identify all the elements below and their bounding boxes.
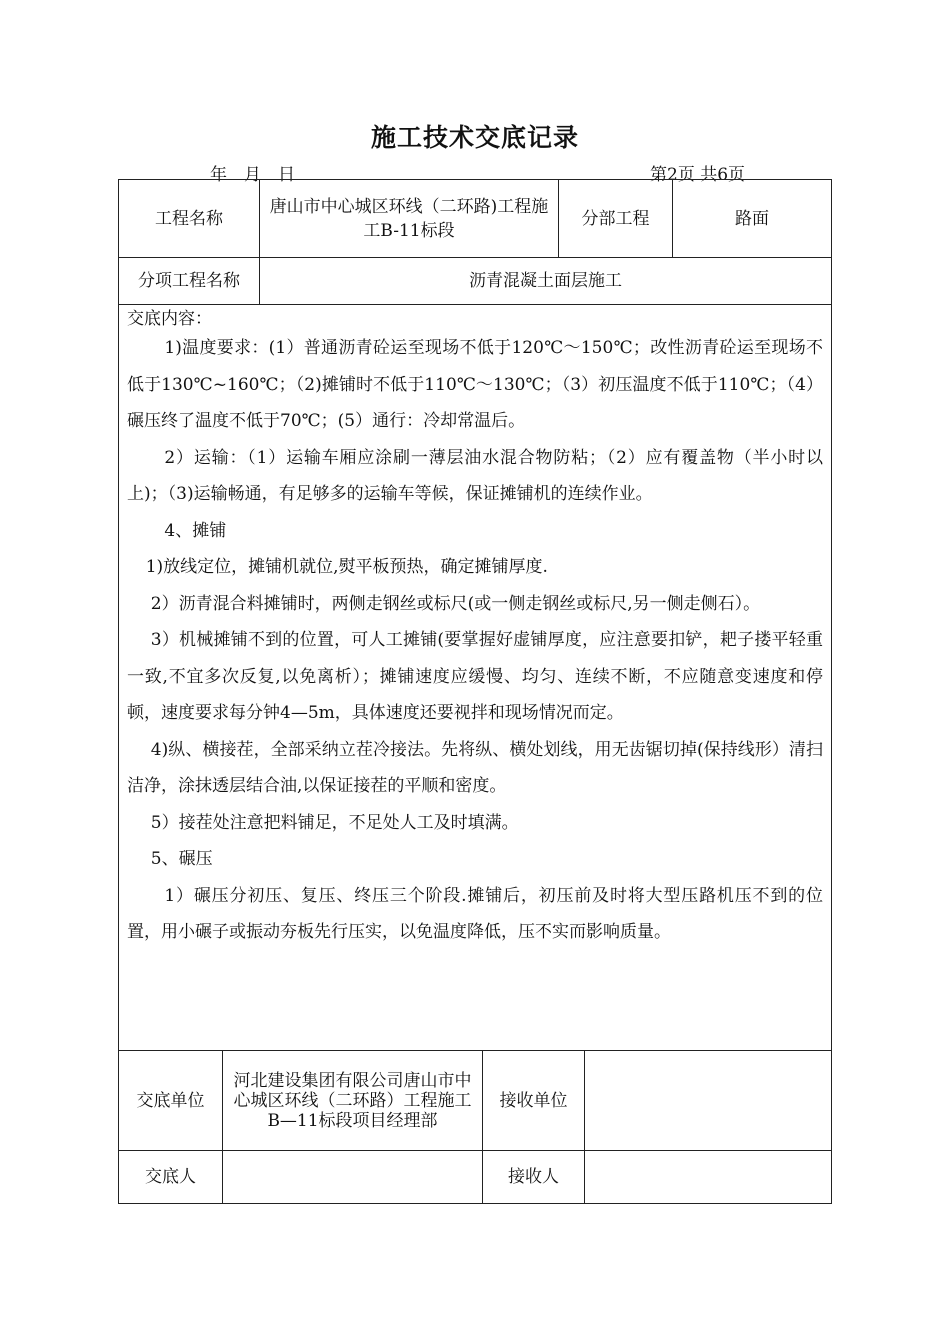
- subitem-value: 沥青混凝土面层施工: [259, 258, 831, 304]
- receiver-unit-value: [584, 1051, 831, 1150]
- content-paragraph: 4)纵、横接茬，全部采纳立茬冷接法。先将纵、横处划线，用无齿锯切掉(保持线形）清扫洁净，涂抹透层结合油,以保证接茬的平顺和密度。: [127, 739, 823, 796]
- receiver-person-value: [584, 1151, 831, 1203]
- content-body: [119, 305, 831, 1050]
- subitem-row: [118, 257, 832, 304]
- handover-unit-value: 河北建设集团有限公司唐山市中心城区环线（二环路）工程施工B—11标段项目经理部: [222, 1051, 482, 1150]
- division-label: 分部工程: [558, 180, 672, 257]
- content-paragraph: 5、碾压: [150, 849, 213, 869]
- person-row: [118, 1150, 832, 1204]
- receiver-person-label: 接收人: [482, 1151, 584, 1203]
- date-line: 年 月 日: [210, 165, 295, 185]
- content-paragraph: 2）运输：（1）运输车厢应涂刷一薄层油水混合物防粘；（2）应有覆盖物（半小时以上)；（3)运输畅通，有足够多的运输车等候，保证摊铺机的连续作业。: [127, 447, 823, 504]
- content-row: [118, 304, 832, 1050]
- content-paragraph: 3）机械摊铺不到的位置，可人工摊铺(要掌握好虚铺厚度，应注意要扣铲，耙子搂平轻重一致,不宜多次反复,以免离析）；摊铺速度应缓慢、均匀、连续不断，不应随意变速度和停顿，速度要求每分钟4—5m，具体速度还要视拌和现场情况而定。: [127, 630, 823, 723]
- division-value: 路面: [672, 180, 831, 257]
- content-paragraph: 4、摊铺: [164, 520, 227, 541]
- handover-person-label: 交底人: [145, 1167, 196, 1187]
- content-paragraph: 5）接茬处注意把料铺足，不足处人工及时填满。: [150, 812, 519, 833]
- document-title: 施工技术交底记录: [370, 123, 579, 152]
- project-label: 工程名称: [155, 208, 223, 229]
- content-paragraph: 1)温度要求：(1）普通沥青砼运至现场不低于120℃～150℃；改性沥青砼运至现场不低于130℃~160℃；（2)摊铺时不低于110℃～130℃；（3）初压温度不低于110℃；（4）碾压终了温度不低于70℃；(5）通行：冷却常温后。: [127, 338, 823, 431]
- subitem-label: 分项工程名称: [138, 271, 240, 291]
- project-value: 唐山市中心城区环线（二环路)工程施工B-11标段: [259, 180, 558, 257]
- content-label: 交底内容：: [127, 309, 212, 329]
- content-paragraph: 1)放线定位，摊铺机就位,熨平板预热，确定摊铺厚度.: [145, 557, 548, 577]
- handover-unit-label: 交底单位: [136, 1090, 205, 1111]
- project-row: [118, 179, 832, 257]
- content-paragraph: 2）沥青混合料摊铺时，两侧走钢丝或标尺(或一侧走钢丝或标尺,另一侧走侧石）。: [150, 593, 761, 614]
- page-number: 第2页 共6页: [650, 165, 746, 185]
- content-paragraph: 1）碾压分初压、复压、终压三个阶段.摊铺后，初压前及时将大型压路机压不到的位置，用小碾子或振动夯板先行压实，以免温度降低，压不实而影响质量。: [127, 885, 823, 942]
- disclosure-table: [118, 179, 832, 1204]
- unit-row: [118, 1050, 832, 1150]
- handover-person-value: [222, 1151, 482, 1203]
- receiver-unit-label: 接收单位: [482, 1051, 584, 1150]
